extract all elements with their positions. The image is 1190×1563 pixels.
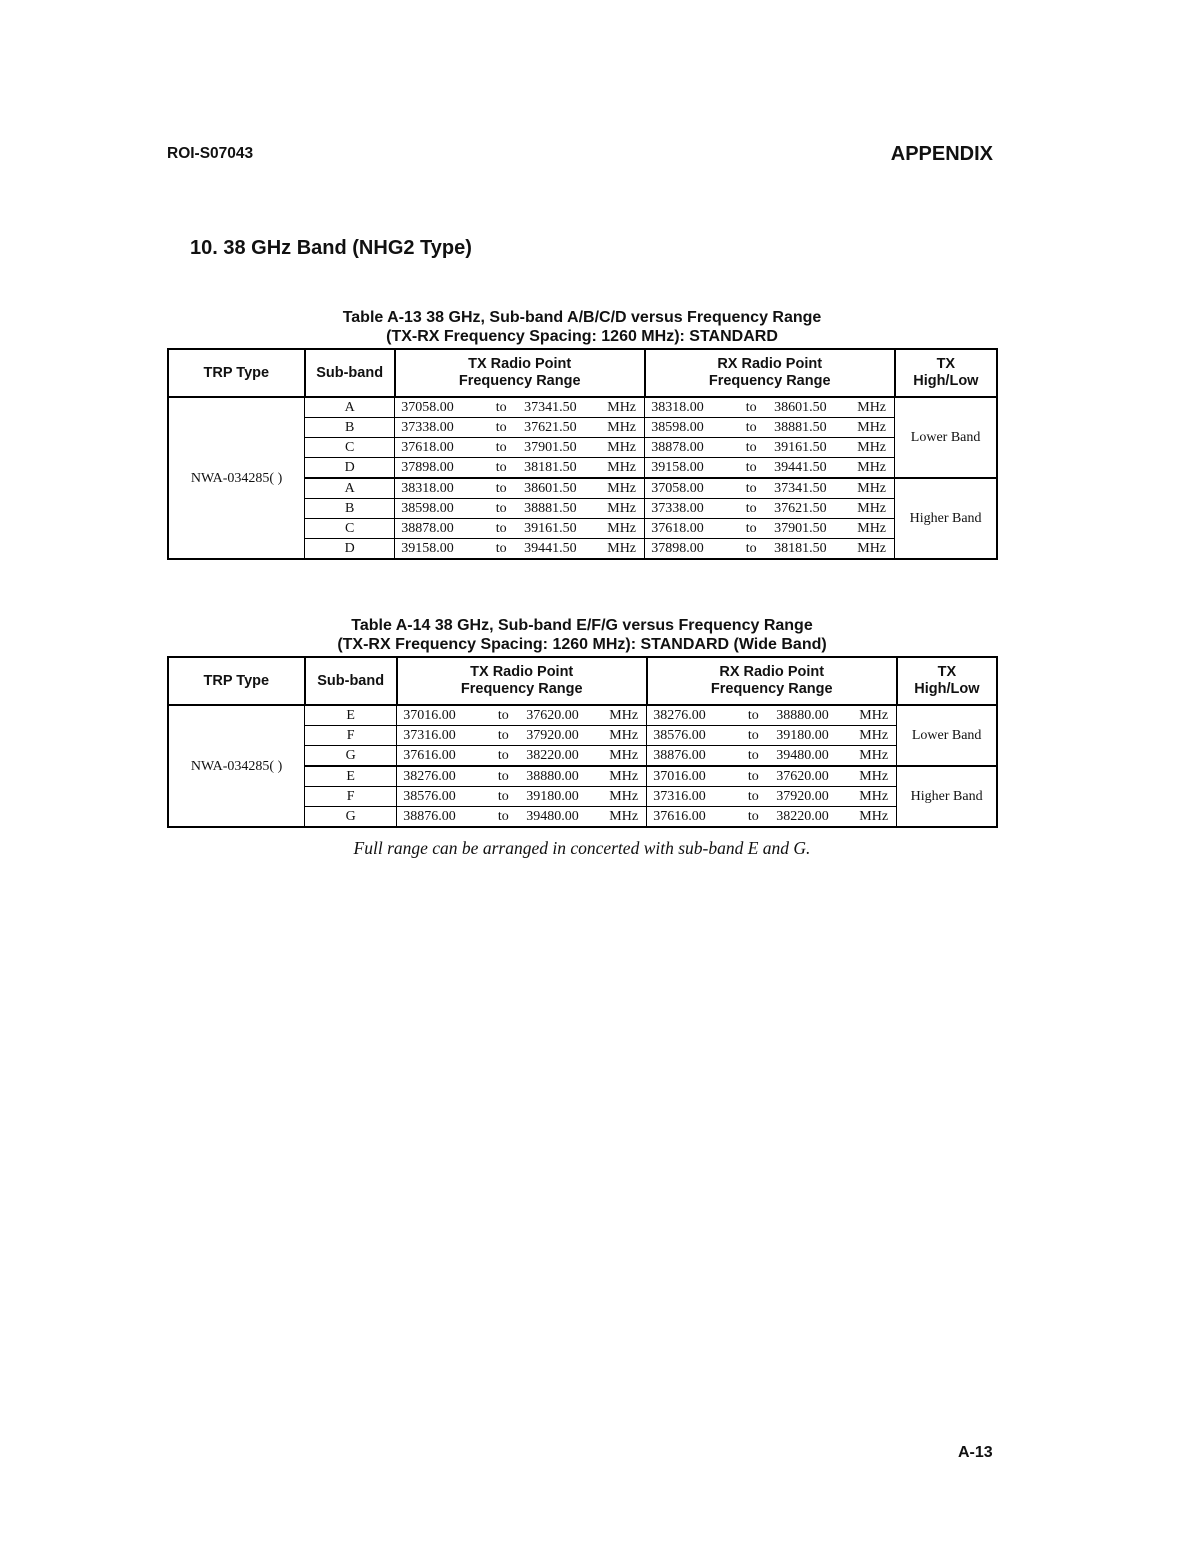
rx-high-freq: 37901.50 xyxy=(768,519,849,539)
rx-low-freq: 39158.00 xyxy=(645,458,738,479)
col-header-rx-range xyxy=(647,657,897,705)
table-caption-line: Table A-14 38 GHz, Sub-band E/F/G versus Frequency Range xyxy=(351,617,813,634)
rx-low-freq: 38876.00 xyxy=(647,746,740,767)
frequency-table-a13 xyxy=(167,348,998,560)
tx-low-freq: 37016.00 xyxy=(397,705,490,726)
tx-low-freq: 38876.00 xyxy=(397,807,490,828)
sub-band-cell: C xyxy=(305,519,395,539)
tx-low-freq: 38598.00 xyxy=(395,499,488,519)
tx-high-freq: 37620.00 xyxy=(520,705,601,726)
header-line: RX Radio Point xyxy=(719,664,825,680)
header-line: Frequency Range xyxy=(458,373,581,389)
tx-low-freq: 37616.00 xyxy=(397,746,490,767)
rx-unit: MHz xyxy=(851,746,897,767)
tx-to-label: to xyxy=(488,458,518,479)
tx-low-freq: 38318.00 xyxy=(395,478,488,499)
col-header-tx-high-low xyxy=(895,349,997,397)
rx-low-freq: 37016.00 xyxy=(647,766,740,787)
band-cell: Higher Band xyxy=(895,478,997,559)
tx-high-freq: 38881.50 xyxy=(518,499,599,519)
tx-to-label: to xyxy=(488,478,518,499)
rx-unit: MHz xyxy=(849,418,895,438)
tx-unit: MHz xyxy=(599,418,645,438)
rx-unit: MHz xyxy=(849,478,895,499)
rx-low-freq: 37058.00 xyxy=(645,478,738,499)
rx-low-freq: 38598.00 xyxy=(645,418,738,438)
table-a13-caption xyxy=(167,308,997,346)
rx-low-freq: 38878.00 xyxy=(645,438,738,458)
header-line: TX Radio Point xyxy=(470,664,574,680)
sub-band-cell: A xyxy=(305,397,395,418)
rx-unit: MHz xyxy=(851,726,897,746)
tx-to-label: to xyxy=(488,438,518,458)
rx-low-freq: 37898.00 xyxy=(645,539,738,560)
rx-to-label: to xyxy=(740,807,770,828)
tx-to-label: to xyxy=(488,539,518,560)
rx-high-freq: 39441.50 xyxy=(768,458,849,479)
header-line: Frequency Range xyxy=(710,681,833,697)
rx-to-label: to xyxy=(738,458,768,479)
rx-unit: MHz xyxy=(849,438,895,458)
tx-high-freq: 37901.50 xyxy=(518,438,599,458)
tx-high-freq: 39441.50 xyxy=(518,539,599,560)
table-caption-line: (TX-RX Frequency Spacing: 1260 MHz): STANDARD (Wide Band) xyxy=(337,636,827,653)
rx-high-freq: 37620.00 xyxy=(770,766,851,787)
rx-unit: MHz xyxy=(849,499,895,519)
tx-unit: MHz xyxy=(601,705,647,726)
rx-unit: MHz xyxy=(849,519,895,539)
tx-unit: MHz xyxy=(599,499,645,519)
rx-to-label: to xyxy=(738,438,768,458)
rx-high-freq: 38880.00 xyxy=(770,705,851,726)
band-cell: Lower Band xyxy=(897,705,997,766)
tx-high-freq: 39161.50 xyxy=(518,519,599,539)
header-line: TX xyxy=(936,356,956,372)
header-line: TX xyxy=(937,664,957,680)
sub-band-cell: E xyxy=(305,705,397,726)
rx-high-freq: 38881.50 xyxy=(768,418,849,438)
tx-low-freq: 37618.00 xyxy=(395,438,488,458)
sub-band-cell: G xyxy=(305,746,397,767)
tx-to-label: to xyxy=(490,726,520,746)
col-header-trp-type: TRP Type xyxy=(168,657,305,705)
page-number: A-13 xyxy=(958,1444,993,1461)
tx-unit: MHz xyxy=(599,519,645,539)
col-header-trp-type: TRP Type xyxy=(168,349,305,397)
tx-unit: MHz xyxy=(599,478,645,499)
sub-band-cell: B xyxy=(305,499,395,519)
tx-unit: MHz xyxy=(601,726,647,746)
col-header-sub-band: Sub-band xyxy=(305,657,397,705)
tx-unit: MHz xyxy=(599,397,645,418)
tx-to-label: to xyxy=(488,418,518,438)
header-line: RX Radio Point xyxy=(717,356,823,372)
rx-high-freq: 38181.50 xyxy=(768,539,849,560)
table-footnote: Full range can be arranged in concerted with sub-band E and G. xyxy=(353,838,811,858)
rx-unit: MHz xyxy=(849,458,895,479)
tx-high-freq: 37920.00 xyxy=(520,726,601,746)
tx-unit: MHz xyxy=(599,539,645,560)
tx-unit: MHz xyxy=(601,746,647,767)
tx-high-freq: 39180.00 xyxy=(520,787,601,807)
header-line: High/Low xyxy=(914,681,980,697)
table-row xyxy=(168,705,997,726)
col-header-tx-range xyxy=(395,349,645,397)
sub-band-cell: G xyxy=(305,807,397,828)
tx-high-freq: 38181.50 xyxy=(518,458,599,479)
rx-to-label: to xyxy=(738,519,768,539)
tx-low-freq: 38576.00 xyxy=(397,787,490,807)
tx-low-freq: 37338.00 xyxy=(395,418,488,438)
tx-high-freq: 38601.50 xyxy=(518,478,599,499)
rx-unit: MHz xyxy=(849,397,895,418)
rx-unit: MHz xyxy=(851,766,897,787)
tx-low-freq: 38276.00 xyxy=(397,766,490,787)
tx-unit: MHz xyxy=(599,458,645,479)
trp-type-cell: NWA-034285( ) xyxy=(168,705,305,827)
rx-high-freq: 39180.00 xyxy=(770,726,851,746)
band-cell: Higher Band xyxy=(897,766,997,827)
rx-low-freq: 38576.00 xyxy=(647,726,740,746)
tx-high-freq: 38880.00 xyxy=(520,766,601,787)
table-a14-caption xyxy=(167,616,997,654)
tx-unit: MHz xyxy=(601,787,647,807)
rx-unit: MHz xyxy=(851,705,897,726)
col-header-tx-range xyxy=(397,657,647,705)
rx-to-label: to xyxy=(738,478,768,499)
header-line: TX Radio Point xyxy=(468,356,572,372)
sub-band-cell: C xyxy=(305,438,395,458)
rx-to-label: to xyxy=(740,705,770,726)
rx-to-label: to xyxy=(740,787,770,807)
tx-unit: MHz xyxy=(601,807,647,828)
sub-band-cell: D xyxy=(305,539,395,560)
table-caption-line: (TX-RX Frequency Spacing: 1260 MHz): STANDARD xyxy=(386,328,778,345)
tx-to-label: to xyxy=(488,499,518,519)
sub-band-cell: E xyxy=(305,766,397,787)
rx-to-label: to xyxy=(738,418,768,438)
section-title: 10. 38 GHz Band (NHG2 Type) xyxy=(190,237,472,259)
header-line: High/Low xyxy=(913,373,979,389)
sub-band-cell: B xyxy=(305,418,395,438)
tx-to-label: to xyxy=(490,766,520,787)
rx-to-label: to xyxy=(740,726,770,746)
rx-high-freq: 39161.50 xyxy=(768,438,849,458)
rx-high-freq: 39480.00 xyxy=(770,746,851,767)
header-line: Frequency Range xyxy=(460,681,583,697)
rx-to-label: to xyxy=(740,746,770,767)
section-label: APPENDIX xyxy=(890,143,993,165)
rx-high-freq: 37341.50 xyxy=(768,478,849,499)
col-header-sub-band: Sub-band xyxy=(305,349,395,397)
tx-low-freq: 37898.00 xyxy=(395,458,488,479)
tx-to-label: to xyxy=(490,746,520,767)
document-id: ROI-S07043 xyxy=(167,145,254,162)
tx-to-label: to xyxy=(490,787,520,807)
tx-high-freq: 37621.50 xyxy=(518,418,599,438)
table-row xyxy=(168,397,997,418)
rx-high-freq: 38220.00 xyxy=(770,807,851,828)
tx-low-freq: 37316.00 xyxy=(397,726,490,746)
rx-to-label: to xyxy=(738,499,768,519)
rx-to-label: to xyxy=(738,539,768,560)
sub-band-cell: D xyxy=(305,458,395,479)
tx-high-freq: 37341.50 xyxy=(518,397,599,418)
rx-high-freq: 37920.00 xyxy=(770,787,851,807)
rx-low-freq: 37338.00 xyxy=(645,499,738,519)
rx-low-freq: 37618.00 xyxy=(645,519,738,539)
tx-low-freq: 38878.00 xyxy=(395,519,488,539)
tx-to-label: to xyxy=(488,519,518,539)
col-header-tx-high-low xyxy=(897,657,997,705)
sub-band-cell: F xyxy=(305,787,397,807)
table-caption-line: Table A-13 38 GHz, Sub-band A/B/C/D versus Frequency Range xyxy=(342,309,822,326)
rx-low-freq: 38276.00 xyxy=(647,705,740,726)
tx-unit: MHz xyxy=(601,766,647,787)
rx-high-freq: 37621.50 xyxy=(768,499,849,519)
tx-low-freq: 39158.00 xyxy=(395,539,488,560)
tx-to-label: to xyxy=(490,807,520,828)
tx-high-freq: 38220.00 xyxy=(520,746,601,767)
rx-low-freq: 38318.00 xyxy=(645,397,738,418)
band-cell: Lower Band xyxy=(895,397,997,478)
tx-low-freq: 37058.00 xyxy=(395,397,488,418)
tx-unit: MHz xyxy=(599,438,645,458)
rx-unit: MHz xyxy=(851,787,897,807)
tx-to-label: to xyxy=(490,705,520,726)
trp-type-cell: NWA-034285( ) xyxy=(168,397,305,559)
rx-low-freq: 37316.00 xyxy=(647,787,740,807)
rx-to-label: to xyxy=(740,766,770,787)
tx-to-label: to xyxy=(488,397,518,418)
rx-unit: MHz xyxy=(851,807,897,828)
frequency-table-a14 xyxy=(167,656,998,828)
header-line: Frequency Range xyxy=(708,373,831,389)
col-header-rx-range xyxy=(645,349,895,397)
sub-band-cell: F xyxy=(305,726,397,746)
tx-high-freq: 39480.00 xyxy=(520,807,601,828)
rx-unit: MHz xyxy=(849,539,895,560)
rx-to-label: to xyxy=(738,397,768,418)
sub-band-cell: A xyxy=(305,478,395,499)
rx-low-freq: 37616.00 xyxy=(647,807,740,828)
rx-high-freq: 38601.50 xyxy=(768,397,849,418)
